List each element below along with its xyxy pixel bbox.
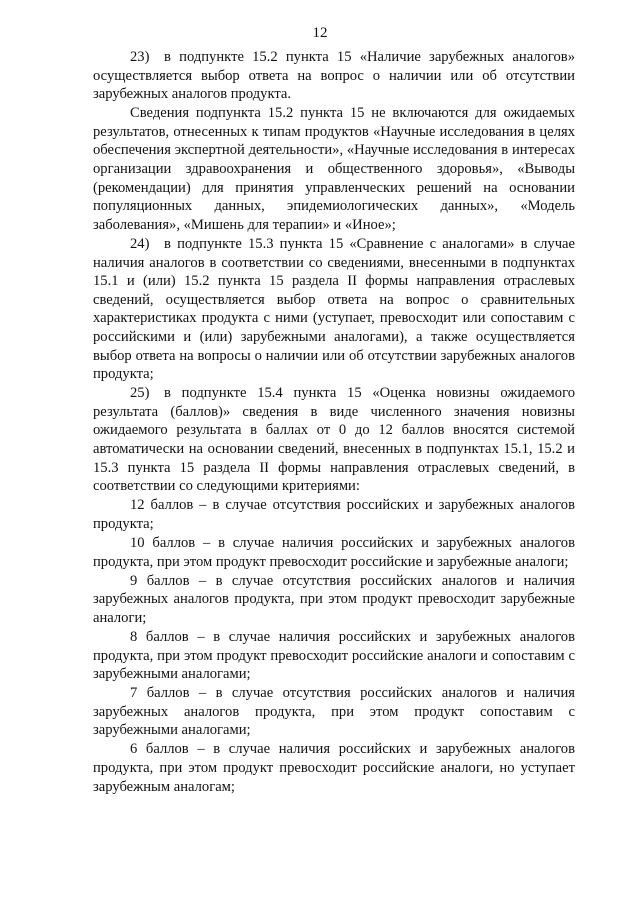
criterion-10-points: 10 баллов – в случае наличия российских и зарубежных аналогов продукта, при этом продукт превосходит российские и зарубежные аналоги; [93, 534, 575, 570]
paragraph-25: 25) в подпункте 15.4 пункта 15 «Оценка новизны ожидаемого результата (баллов)» сведения в виде численного значения новизны ожидаемого результата в баллах от 0 до 12 баллов вносятся системой автоматически на основании сведений, внесенных в подпунктах 15.1, 15.2 и 15.3 пункта 15 раздела II формы направления отраслевых сведений, в соответствии со следующими критериями: [93, 385, 575, 495]
page-number: 12 [312, 25, 328, 41]
page-body [93, 48, 575, 796]
paragraph-exclusions: Сведения подпункта 15.2 пункта 15 не включаются для ожидаемых результатов, отнесенных к типам продуктов «Научные исследования в целях обеспечения экспертной деятельности», «Научные исследования в интересах организации здравоохранения и общественного здоровья», «Выводы (рекомендации) для принятия управленческих решений на основании популяционных данных, эпидемиологических данных», «Модель заболевания», «Мишень для терапии» и «Иное»; [93, 105, 575, 233]
criterion-6-points: 6 баллов – в случае наличия российских и зарубежных аналогов продукта, при этом продукт превосходит российские аналоги, но уступает зарубежным аналогам; [93, 741, 575, 795]
paragraph-23: 23) в подпункте 15.2 пункта 15 «Наличие зарубежных аналогов» осуществляется выбор ответа на вопрос о наличии или об отсутствии зарубежных аналогов продукта. [93, 49, 575, 103]
criterion-7-points: 7 баллов – в случае отсутствия российских аналогов и наличия зарубежных аналогов продукта, при этом продукт сопоставим с зарубежными аналогами; [93, 685, 575, 739]
criterion-12-points: 12 баллов – в случае отсутствия российских и зарубежных аналогов продукта; [93, 497, 575, 532]
criterion-9-points: 9 баллов – в случае отсутствия российских аналогов и наличия зарубежных аналогов продукта, при этом продукт превосходит зарубежные аналоги; [93, 572, 575, 626]
paragraph-24: 24) в подпункте 15.3 пункта 15 «Сравнение с аналогами» в случае наличия аналогов в соответствии со сведениями, внесенными в подпунктах 15.1 и (или) 15.2 пункта 15 раздела II формы направления отраслевых сведений, осуществляется выбор ответа на вопрос о сравнительных характеристиках продукта с ними (уступает, превосходит или сопоставим с российскими и (или) зарубежными аналогами), а также осуществляется выбор ответа на вопросы о наличии или об отсутствии зарубежных аналогов продукта; [93, 235, 575, 383]
criterion-8-points: 8 баллов – в случае наличия российских и зарубежных аналогов продукта, при этом продукт превосходит российские аналоги и сопоставим с зарубежными аналогами; [93, 628, 575, 683]
